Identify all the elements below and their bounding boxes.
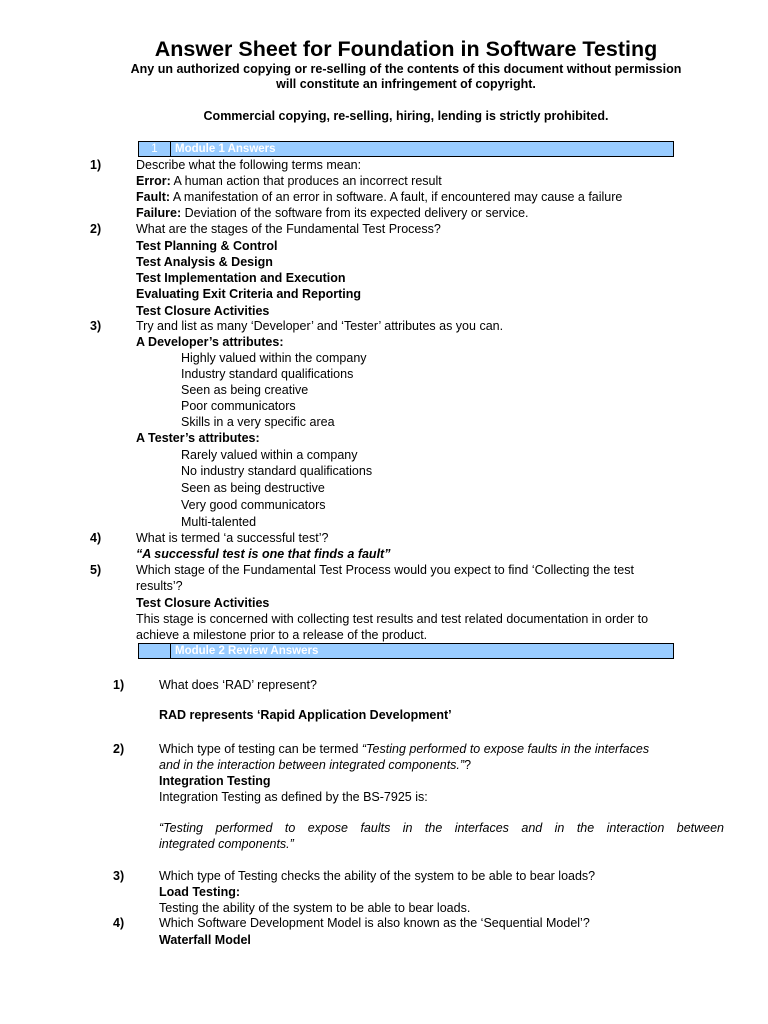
m1-q2-number: 2)	[90, 222, 102, 236]
tester-attribute: Multi-talented	[181, 515, 257, 529]
m1-q2-question: What are the stages of the Fundamental Test Process?	[136, 222, 441, 236]
m2-q3-answer: Load Testing:	[159, 885, 241, 899]
m2-q4-number: 4)	[113, 916, 125, 930]
m1-q5-explanation-line2: achieve a milestone prior to a release of the product.	[136, 628, 428, 642]
m1-q1-fault-line	[136, 189, 622, 205]
document-title: Answer Sheet for Foundation in Software Testing	[154, 37, 658, 61]
error-term: Error:	[136, 174, 171, 188]
m2-q2-definition-quote-line2: integrated components.”	[159, 837, 294, 851]
m1-q1-number: 1)	[90, 158, 102, 172]
copyright-notice-line2: will constitute an infringement of copyright.	[276, 77, 536, 91]
m2-q1-question: What does ‘RAD’ represent?	[159, 678, 317, 692]
module2-header-bar	[138, 643, 674, 659]
developer-attributes-heading: A Developer’s attributes:	[136, 335, 284, 349]
m2-q3-explanation: Testing the ability of the system to be able to bear loads.	[159, 901, 471, 915]
developer-attribute: Seen as being creative	[181, 383, 309, 397]
fault-definition: A manifestation of an error in software. A fault, if encountered may cause a failure	[170, 190, 623, 204]
copyright-notice-line1: Any un authorized copying or re-selling of the contents of this document without permission	[130, 62, 682, 76]
m1-q5-explanation-line1: This stage is concerned with collecting test results and test related documentation in order to	[136, 612, 649, 626]
failure-definition: Deviation of the software from its expected delivery or service.	[181, 206, 529, 220]
m2-q4-question: Which Software Development Model is also known as the ‘Sequential Model’?	[159, 916, 590, 930]
m2-q1-answer-term: ‘Rapid Application Development’	[256, 708, 452, 722]
m1-q3-number: 3)	[90, 319, 102, 333]
developer-attribute: Highly valued within the company	[181, 351, 367, 365]
m2-q2-answer: Integration Testing	[159, 774, 271, 788]
failure-term: Failure:	[136, 206, 182, 220]
stage-item: Test Analysis & Design	[136, 255, 273, 269]
m1-q5-number: 5)	[90, 563, 102, 577]
m2-q1-answer	[159, 707, 452, 723]
m1-q5-answer: Test Closure Activities	[136, 596, 270, 610]
module2-number	[139, 644, 171, 658]
module1-number: 1	[139, 142, 171, 156]
m2-q3-question: Which type of Testing checks the ability of the system to be able to bear loads?	[159, 869, 596, 883]
stage-item: Test Closure Activities	[136, 304, 270, 318]
m2-q4-answer: Waterfall Model	[159, 933, 251, 947]
m2-q2-definition-quote-line1: “Testing performed to expose faults in the interfaces and in the interaction between	[159, 821, 724, 835]
m1-q1-error-line	[136, 173, 442, 189]
m2-q2-number: 2)	[113, 742, 125, 756]
m2-q2-question-line2	[159, 757, 471, 773]
m2-q2-question-quote: “Testing performed to expose faults in the interfaces	[361, 742, 650, 756]
m1-q1-question: Describe what the following terms mean:	[136, 158, 362, 172]
tester-attribute: Seen as being destructive	[181, 481, 325, 495]
module2-heading: Module 2 Review Answers	[175, 645, 319, 657]
module1-header-bar	[138, 141, 674, 157]
stage-item: Test Planning & Control	[136, 239, 278, 253]
m1-q1-failure-line	[136, 205, 529, 221]
m2-q2-question-suffix: ?	[464, 758, 472, 772]
stage-item: Evaluating Exit Criteria and Reporting	[136, 287, 362, 301]
m1-q4-number: 4)	[90, 531, 102, 545]
error-definition: A human action that produces an incorrect result	[170, 174, 442, 188]
fault-term: Fault:	[136, 190, 171, 204]
tester-attribute: Rarely valued within a company	[181, 448, 358, 462]
m2-q3-number: 3)	[113, 869, 125, 883]
stage-item: Test Implementation and Execution	[136, 271, 346, 285]
commercial-notice: Commercial copying, re-selling, hiring, lending is strictly prohibited.	[203, 109, 609, 123]
m1-q5-question-line1: Which stage of the Fundamental Test Process would you expect to find ‘Collecting the test	[136, 563, 634, 577]
tester-attributes-heading: A Tester’s attributes:	[136, 431, 260, 445]
m2-q2-explanation: Integration Testing as defined by the BS-7925 is:	[159, 790, 428, 804]
tester-attribute: No industry standard qualifications	[181, 464, 373, 478]
m2-q1-answer-prefix: RAD represents	[159, 708, 257, 722]
tester-attribute: Very good communicators	[181, 498, 326, 512]
developer-attribute: Industry standard qualifications	[181, 367, 354, 381]
m1-q5-question-line2: results’?	[136, 579, 183, 593]
m2-q2-question-prefix: Which type of testing can be termed	[159, 742, 362, 756]
module1-heading: Module 1 Answers	[175, 143, 276, 155]
m2-q1-number: 1)	[113, 678, 125, 692]
m2-q2-question-line1	[159, 741, 649, 757]
m1-q4-answer: “A successful test is one that finds a fault”	[136, 547, 391, 561]
m1-q3-question: Try and list as many ‘Developer’ and ‘Tester’ attributes as you can.	[136, 319, 504, 333]
m1-q4-question: What is termed ‘a successful test’?	[136, 531, 329, 545]
m2-q2-question-quote-cont: and in the interaction between integrated components.”	[159, 758, 465, 772]
developer-attribute: Poor communicators	[181, 399, 296, 413]
developer-attribute: Skills in a very specific area	[181, 415, 335, 429]
